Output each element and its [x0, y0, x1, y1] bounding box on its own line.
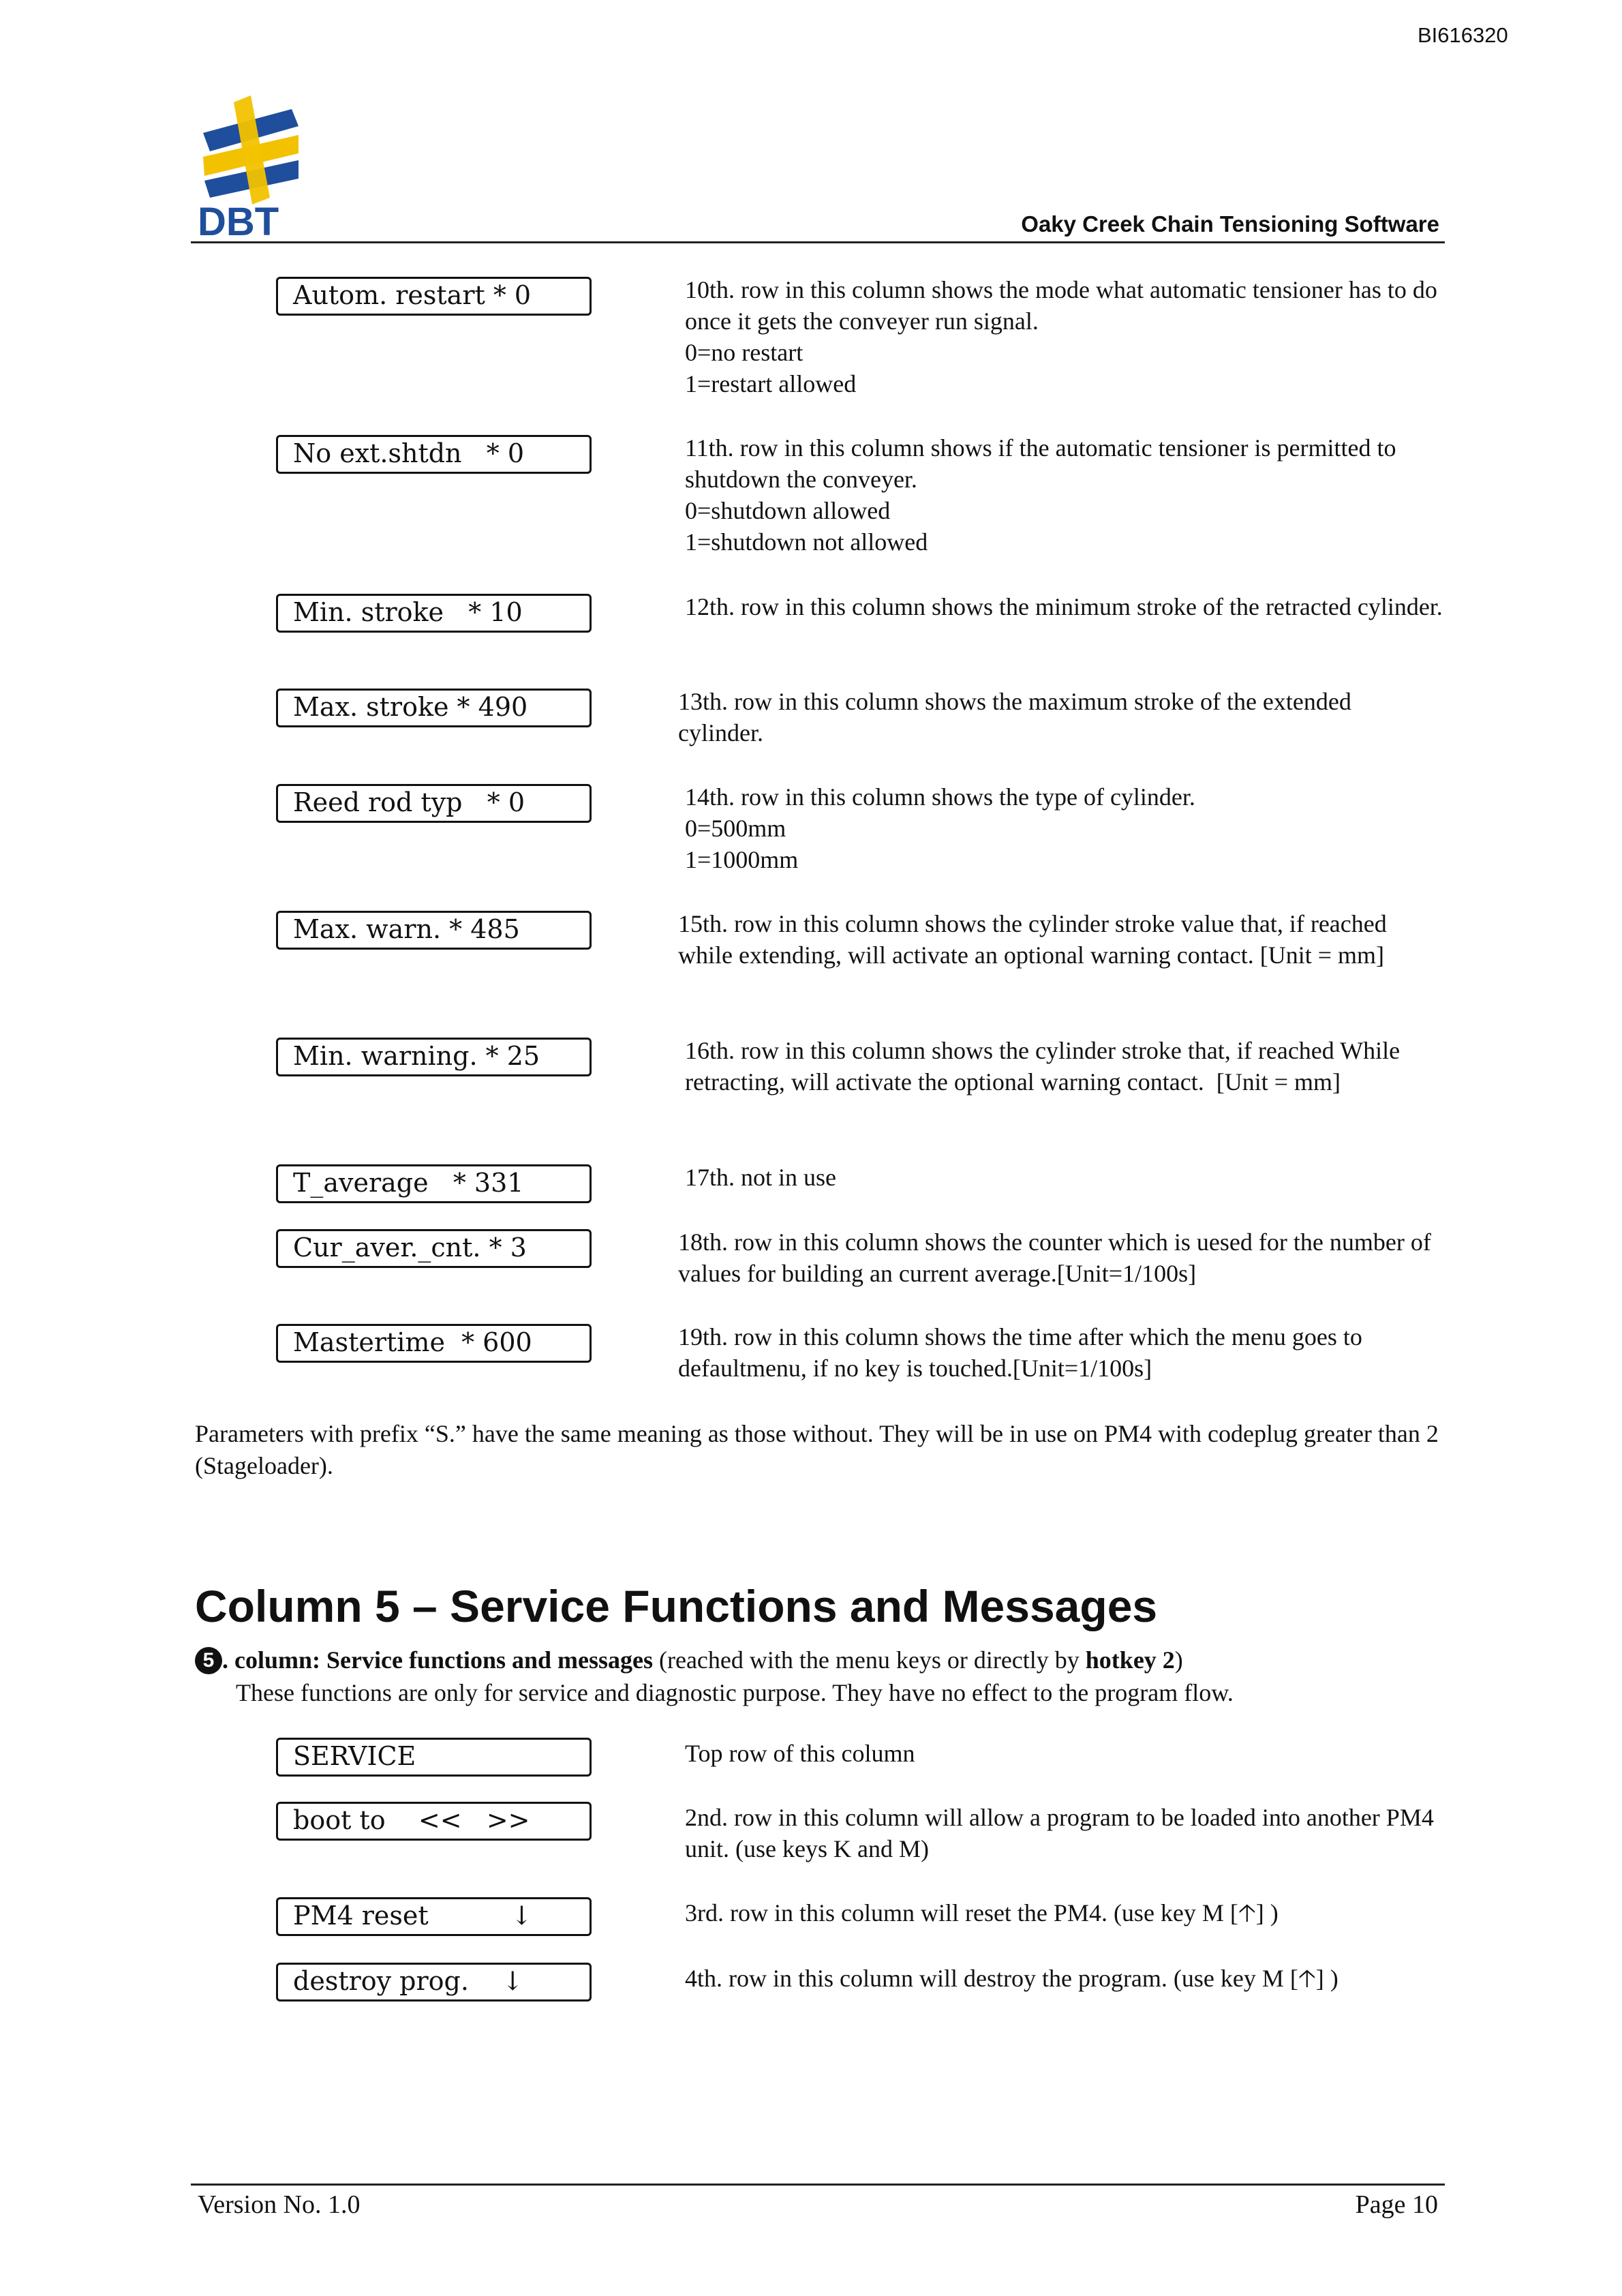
param-description: 19th. row in this column shows the time after which the menu goes to defaultmenu, if no key is touched.[Unit=1/100s]	[678, 1323, 1368, 1382]
lcd-boot-to: boot to << >>	[276, 1802, 592, 1841]
param-description: 12th. row in this column shows the minimum stroke of the retracted cylinder.	[685, 593, 1443, 620]
lcd-service: SERVICE	[276, 1738, 592, 1777]
version-number: Version No. 1.0	[198, 2190, 361, 2219]
prefix-note: Parameters with prefix “S.” have the same meaning as those without. They will be in use on PM4 with codeplug greater than 2 (Stageloader).	[195, 1420, 1439, 1479]
param-description: 17th. not in use	[685, 1164, 836, 1191]
lcd-min-stroke: Min. stroke * 10	[276, 594, 592, 633]
service-description: 3rd. row in this column will reset the PM4. (use key M [🡡] )	[685, 1899, 1279, 1927]
header-rule	[191, 241, 1445, 243]
service-description: Top row of this column	[685, 1740, 915, 1767]
lcd-min-warning: Min. warning. * 25	[276, 1038, 592, 1076]
lcd-pm4-reset: PM4 reset ↓	[276, 1897, 592, 1936]
lcd-reed-rod-type: Reed rod typ * 0	[276, 784, 592, 823]
column-intro-bold: . column: Service functions and messages	[222, 1646, 653, 1674]
column-subtext: These functions are only for service and diagnostic purpose. They have no effect to the program flow.	[236, 1679, 1234, 1706]
lcd-destroy-prog: destroy prog. ↓	[276, 1963, 592, 2002]
footer-rule	[191, 2184, 1445, 2186]
lcd-max-stroke: Max. stroke * 490	[276, 689, 592, 727]
hotkey-label: hotkey 2	[1085, 1646, 1175, 1674]
lcd-no-ext-shutdown: No ext.shtdn * 0	[276, 435, 592, 474]
lcd-autom-restart: Autom. restart * 0	[276, 277, 592, 316]
lcd-max-warn: Max. warn. * 485	[276, 911, 592, 950]
logo-text: DBT	[198, 200, 279, 239]
lcd-cur-aver-cnt: Cur_aver._cnt. * 3	[276, 1229, 592, 1268]
param-description: 16th. row in this column shows the cylinder stroke that, if reached While retracting, will activate the optional warning contact. [Unit = mm]	[685, 1037, 1407, 1096]
dbt-logo	[196, 95, 305, 239]
service-description: 4th. row in this column will destroy the program. (use key M [🡡] )	[685, 1965, 1338, 1992]
param-description: 14th. row in this column shows the type of cylinder. 0=500mm 1=1000mm	[685, 783, 1195, 873]
column-number-badge: 5	[195, 1647, 222, 1674]
page-number: Page 10	[1355, 2190, 1438, 2219]
service-description: 2nd. row in this column will allow a program to be loaded into another PM4 unit. (use keys K and M)	[685, 1804, 1440, 1862]
param-description: 11th. row in this column shows if the automatic tensioner is permitted to shutdown the conveyer. 0=shutdown allowed 1=shutdown not allowed	[685, 434, 1403, 556]
header-title: Oaky Creek Chain Tensioning Software	[1021, 211, 1439, 237]
param-description: 13th. row in this column shows the maximum stroke of the extended cylinder.	[678, 688, 1358, 746]
lcd-t-average: T_average * 331	[276, 1164, 592, 1203]
column-intro: 5 . column: Service functions and messages (reached with the menu keys or directly by hotkey 2)	[195, 1644, 1183, 1676]
param-description: 10th. row in this column shows the mode what automatic tensioner has to do once it gets the conveyer run signal. 0=no restart 1=restart allowed	[685, 276, 1443, 397]
param-description: 18th. row in this column shows the counter which is uesed for the number of values for building an current average.[Unit=1/100s]	[678, 1228, 1437, 1287]
section-heading: Column 5 – Service Functions and Messages	[195, 1581, 1158, 1631]
param-description: 15th. row in this column shows the cylinder stroke value that, if reached while extending, will activate an optional warning contact. [Unit = mm]	[678, 910, 1393, 969]
document-id: BI616320	[1418, 23, 1508, 47]
lcd-mastertime: Mastertime * 600	[276, 1324, 592, 1363]
